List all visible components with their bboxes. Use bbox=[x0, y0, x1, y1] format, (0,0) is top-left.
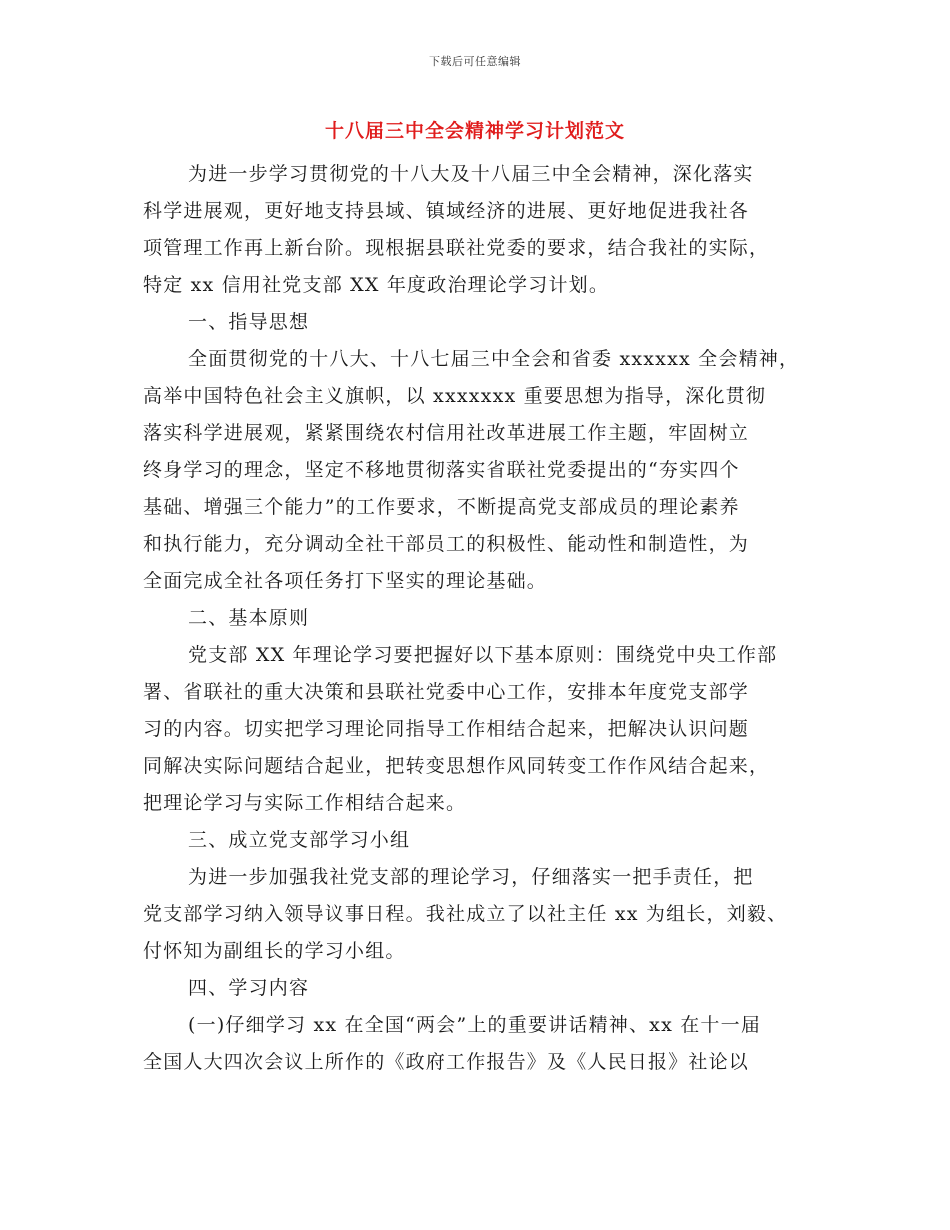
paragraph-line: 党支部 XX 年理论学习要把握好以下基本原则：围绕党中央工作部 bbox=[188, 644, 778, 666]
section-heading: 四、学习内容 bbox=[188, 977, 310, 999]
paragraph-line: 党支部学习纳入领导议事日程。我社成立了以社主任 xx 为组长，刘毅、 bbox=[143, 903, 788, 925]
paragraph-line: 同解决实际问题结合起业，把转变思想作风同转变工作作风结合起来， bbox=[143, 755, 770, 777]
paragraph-line: 项管理工作再上新台阶。现根据县联社党委的要求，结合我社的实际， bbox=[143, 237, 770, 259]
paragraph-line: 把理论学习与实际工作相结合起来。 bbox=[143, 792, 467, 814]
paragraph-line: 全面完成全社各项任务打下坚实的理论基础。 bbox=[143, 570, 548, 592]
paragraph-line: 基础、增强三个能力”的工作要求，不断提高党支部成员的理论素养 bbox=[143, 496, 740, 518]
header-note: 下载后可任意编辑 bbox=[429, 55, 521, 68]
paragraph-line: (一)仔细学习 xx 在全国“两会”上的重要讲话精神、xx 在十一届 bbox=[188, 1014, 762, 1036]
paragraph-line: 全面贯彻党的十八大、十八七届三中全会和省委 xxxxxx 全会精神， bbox=[188, 348, 800, 370]
paragraph-line: 科学进展观，更好地支持县域、镇域经济的进展、更好地促进我社各 bbox=[143, 200, 750, 222]
paragraph-line: 落实科学进展观，紧紧围绕农村信用社改革进展工作主题，牢固树立 bbox=[143, 422, 750, 444]
paragraph-line: 署、省联社的重大决策和县联社党委中心工作，安排本年度党支部学 bbox=[143, 681, 750, 703]
paragraph-line: 习的内容。切实把学习理论同指导工作相结合起来，把解决认识问题 bbox=[143, 718, 750, 740]
paragraph-line: 为进一步学习贯彻党的十八大及十八届三中全会精神，深化落实 bbox=[188, 163, 754, 185]
paragraph-line: 和执行能力，充分调动全社干部员工的积极性、能动性和制造性，为 bbox=[143, 533, 750, 555]
paragraph-line: 为进一步加强我社党支部的理论学习，仔细落实一把手责任，把 bbox=[188, 866, 754, 888]
paragraph-line: 特定 xx 信用社党支部 XX 年度政治理论学习计划。 bbox=[143, 274, 610, 296]
section-heading: 一、指导思想 bbox=[188, 311, 310, 333]
document-body bbox=[143, 156, 823, 1081]
paragraph-line: 终身学习的理念，坚定不移地贯彻落实省联社党委提出的“夯实四个 bbox=[143, 459, 740, 481]
document-title: 十八届三中全会精神学习计划范文 bbox=[324, 120, 625, 142]
paragraph-line: 高举中国特色社会主义旗帜，以 xxxxxxx 重要思想为指导，深化贯彻 bbox=[143, 385, 767, 407]
section-heading: 三、成立党支部学习小组 bbox=[188, 829, 411, 851]
paragraph-line: 全国人大四次会议上所作的《政府工作报告》及《人民日报》社论以 bbox=[143, 1051, 750, 1073]
paragraph-line: 付怀知为副组长的学习小组。 bbox=[143, 940, 406, 962]
section-heading: 二、基本原则 bbox=[188, 607, 310, 629]
